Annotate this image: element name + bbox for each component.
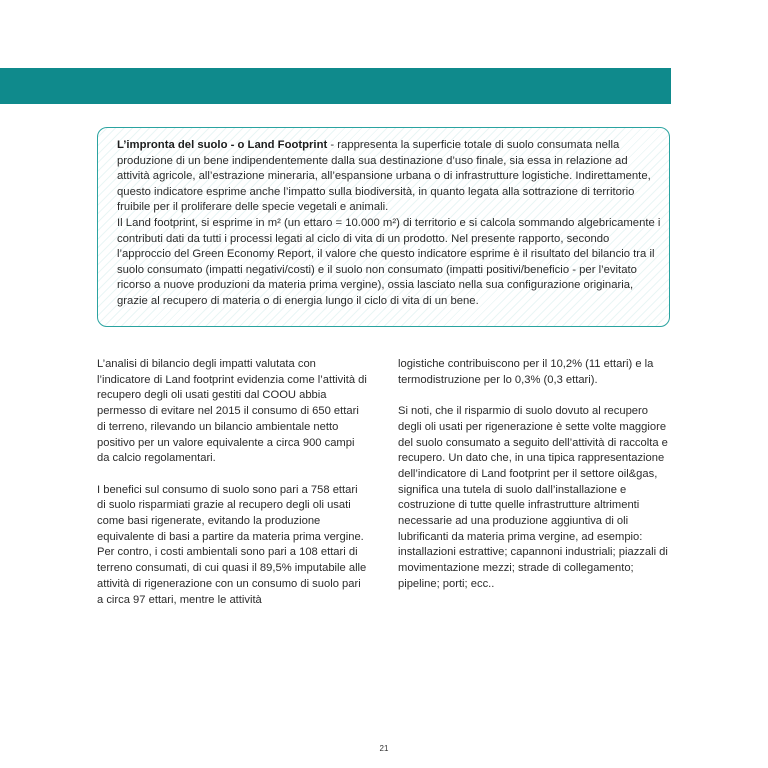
left-column	[97, 357, 369, 624]
definition-paragraph-1: L’impronta del suolo - o Land Footprint - rappresenta la superficie totale di suolo consumata nella produzione di un bene indipendentemente dalla sua destinazione d’uso finale, sia essa in relazione ad attività agricole, all’estrazione mineraria, all’espansione urbana o di infrastrutture logistiche. Indirettamente, questo indicatore esprime anche l’impatto sulla biodiversità, in quanto legata alla sottrazione di territorio fruibile per il proliferare delle specie vegetali e animali.	[117, 139, 651, 214]
right-paragraph-1: logistiche contribuiscono per il 10,2% (11 ettari) e la termodistruzione per lo 0,3% (0,3 ettari).	[398, 358, 654, 386]
right-paragraph-2: Si noti, che il risparmio di suolo dovuto al recupero degli oli usati per rigenerazione è sette volte maggiore del suolo consumato a seguito dell’attività di raccolta e recupero. Un dato che, in una tipica rappresentazione dell’indicatore di Land footprint per il settore oil&gas, significa una tutela di suolo dall’installazione e costruzione di tutte quelle infrastrutture altrimenti necessarie ad una produzione aggiuntiva di oli lubrificanti da materia prima vergine, ad esempio: installazioni estrattive; capannoni industriali; piazzali di movimentazione mezzi; strade di collegamento; pipeline; porti; ecc..	[398, 405, 668, 590]
definition-paragraph-2: Il Land footprint, si esprime in m² (un ettaro = 10.000 m²) di territorio e si calcola sommando algebricamente i contributi dati da tutti i processi legati al ciclo di vita di un prodotto. Nel presente rapporto, secondo l’approccio del Green Economy Report, il valore che questo indicatore esprime è il risultato del bilancio tra il suolo consumato (impatti negativi/costi) e il suolo non consumato (impatti positivi/beneficio - per l’evitato ricorso a nuove produzioni da materia prima vergine), ossia lasciato nella sua configurazione originaria, grazie al recupero di materia o di energia lungo il ciclo di vita di un bene.	[117, 216, 661, 307]
header-band	[0, 68, 671, 104]
page-number: 21	[379, 744, 389, 753]
definition-lead: L’impronta del suolo - o Land Footprint	[117, 139, 328, 151]
right-column	[398, 357, 670, 608]
left-paragraph-2: I benefici sul consumo di suolo sono pari a 758 ettari di suolo risparmiati grazie al recupero degli oli usati come basi rigenerate, evitando la produzione equivalente di basi a partire da materia prima vergine. Per contro, i costi ambientali sono pari a 108 ettari di terreno consumati, di cui quasi il 89,5% imputabile alle attività di rigenerazione con un consumo di suolo pari a circa 97 ettari, mentre le attività	[97, 483, 367, 606]
definition-text	[117, 138, 662, 310]
left-paragraph-1: L’analisi di bilancio degli impatti valutata con l’indicatore di Land footprint evidenzia come l’attività di recupero degli oli usati gestiti dal COOU abbia permesso di evitare nel 2015 il consumo di 650 ettari di terreno, rilevando un bilancio ambientale netto positivo per un valore equivalente a circa 900 campi da calcio regolamentari.	[97, 358, 367, 465]
definition-body-1: rappresenta la superficie totale di suolo consumata nella produzione di un bene indipendentemente dalla sua destinazione d’uso finale, sia essa in relazione ad attività agricole, all’estrazione mineraria, all’espansione urbana o di infrastrutture logistiche. Indirettamente, questo indicatore esprime anche l’impatto sulla biodiversità, in quanto legata alla sottrazione di territorio fruibile per il proliferare delle specie vegetali e animali.	[117, 139, 651, 214]
